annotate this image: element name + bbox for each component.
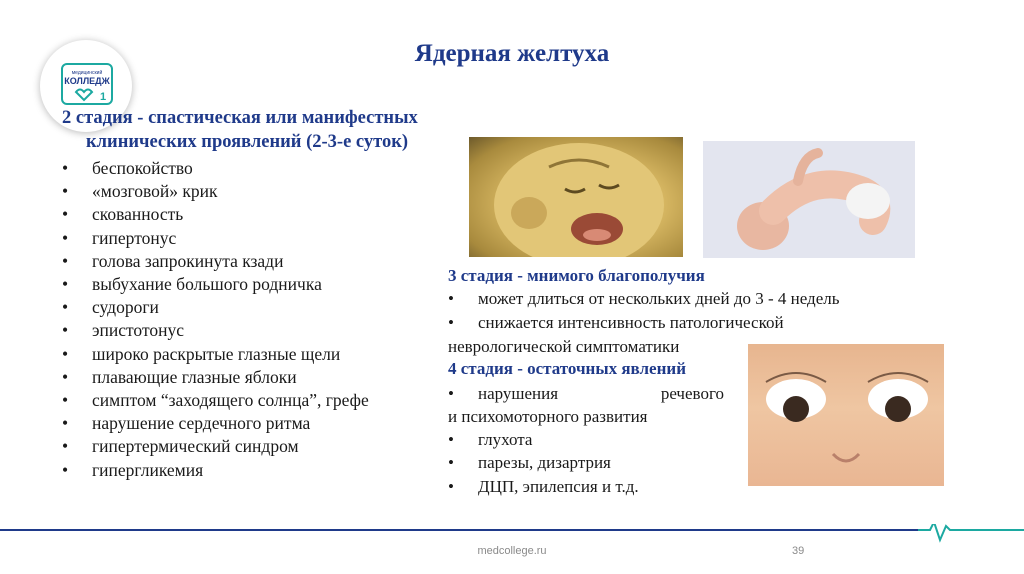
list-item — [448, 477, 639, 497]
list-item: • скованность — [62, 203, 369, 226]
list-item — [448, 313, 784, 333]
list-item: • голова запрокинута кзади — [62, 250, 369, 273]
stage3-item-text: может длиться от нескольких дней до 3 - 4 недель — [478, 289, 840, 308]
list-item — [448, 430, 532, 450]
svg-text:медицинский: медицинский — [71, 70, 103, 76]
list-item: • плавающие глазные яблоки — [62, 366, 369, 389]
footer-site: medcollege.ru — [477, 545, 547, 557]
list-item: • симптом “заходящего солнца”, грефе — [62, 389, 369, 412]
stage3-item-text: снижается интенсивность патологической — [478, 313, 784, 332]
footer-pulse-line — [0, 524, 1024, 564]
stage4-item-continuation: и психомоторного развития — [448, 407, 648, 426]
stage2-heading-line1: 2 стадия - спастическая или манифестных — [62, 108, 418, 128]
stage4-item-text: ДЦП, эпилепсия и т.д. — [478, 477, 639, 496]
stage4-item-text: речевого — [660, 384, 724, 403]
bullet: • — [448, 477, 454, 496]
stage4-item-text: глухота — [478, 430, 533, 449]
list-item: • широко раскрытые глазные щели — [62, 343, 369, 366]
list-item: • нарушение сердечного ритма — [62, 412, 369, 435]
opisthotonus-infant-photo — [703, 141, 915, 258]
list-item — [448, 289, 840, 309]
stage3-item-continuation: неврологической симптоматики — [448, 337, 680, 356]
list-item — [448, 384, 724, 404]
bullet: • — [448, 289, 454, 308]
list-item: • судороги — [62, 296, 369, 319]
list-item — [448, 453, 611, 473]
bullet: • — [448, 430, 454, 449]
list-item: • беспокойство — [62, 157, 369, 180]
bullet: • — [448, 453, 454, 472]
sunset-eyes-photo — [748, 344, 944, 486]
slide-title: Ядерная желтуха — [414, 40, 610, 67]
list-item: • выбухание большого родничка — [62, 273, 369, 296]
bullet: • — [448, 313, 454, 332]
stage2-heading-line2: клинических проявлений (2-3-е суток) — [86, 132, 409, 152]
list-item: • гипертермический синдром — [62, 435, 369, 458]
stage4-item-text: нарушения — [478, 384, 559, 403]
list-item: • эпистотонус — [62, 319, 369, 342]
svg-text:КОЛЛЕДЖ: КОЛЛЕДЖ — [64, 76, 110, 86]
page-number: 39 — [792, 545, 805, 557]
stage2-heading — [62, 106, 482, 154]
svg-text:1: 1 — [100, 91, 107, 103]
crying-newborn-photo — [469, 137, 683, 257]
stage4-item-text: парезы, дизартрия — [478, 453, 611, 472]
bullet: • — [448, 384, 454, 403]
list-item: • «мозговой» крик — [62, 180, 369, 203]
list-item: • гипергликемия — [62, 459, 369, 482]
stage4-heading: 4 стадия - остаточных явлений — [448, 359, 686, 378]
list-item: • гипертонус — [62, 227, 369, 250]
stage3-heading: 3 стадия - мнимого благополучия — [448, 266, 705, 285]
stage2-symptom-list — [62, 157, 369, 482]
